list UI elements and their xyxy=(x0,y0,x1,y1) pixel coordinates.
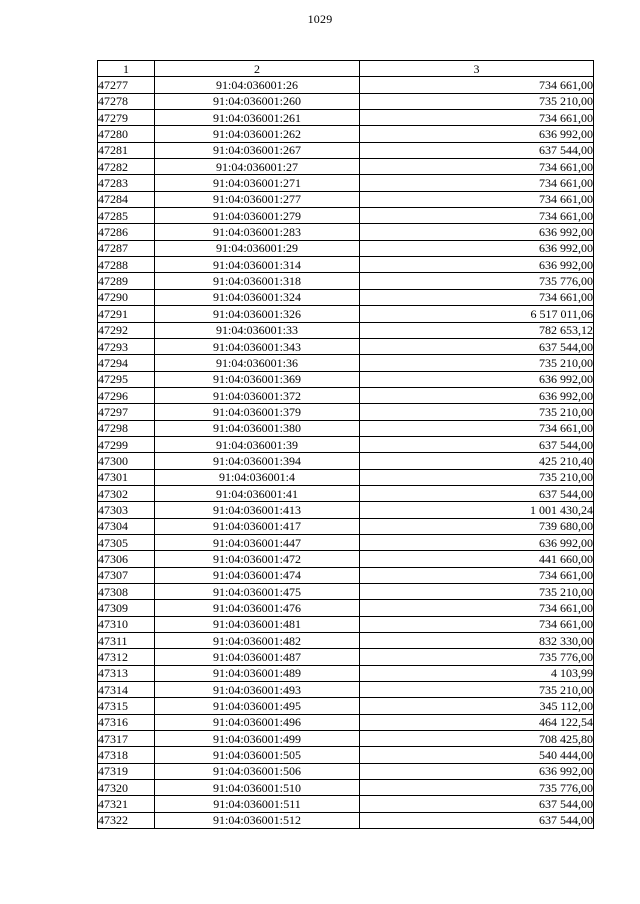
row-number: 47305 xyxy=(98,534,155,550)
row-number: 47300 xyxy=(98,453,155,469)
cadastral-number: 91:04:036001:481 xyxy=(155,616,360,632)
row-number: 47294 xyxy=(98,355,155,371)
cadastral-number: 91:04:036001:505 xyxy=(155,747,360,763)
table-row xyxy=(98,322,594,338)
table-row xyxy=(98,93,594,109)
cadastral-value: 637 544,00 xyxy=(360,812,594,828)
cadastral-number: 91:04:036001:277 xyxy=(155,191,360,207)
cadastral-number: 91:04:036001:447 xyxy=(155,534,360,550)
cadastral-value: 637 544,00 xyxy=(360,485,594,501)
cadastral-number: 91:04:036001:476 xyxy=(155,600,360,616)
cadastral-value: 636 992,00 xyxy=(360,534,594,550)
cadastral-number: 91:04:036001:261 xyxy=(155,110,360,126)
table-row xyxy=(98,240,594,256)
row-number: 47281 xyxy=(98,142,155,158)
table-row xyxy=(98,142,594,158)
table-row xyxy=(98,698,594,714)
cadastral-value: 734 661,00 xyxy=(360,567,594,583)
row-number: 47286 xyxy=(98,224,155,240)
cadastral-value: 734 661,00 xyxy=(360,191,594,207)
cadastral-value: 6 517 011,06 xyxy=(360,306,594,322)
row-number: 47303 xyxy=(98,502,155,518)
row-number: 47295 xyxy=(98,371,155,387)
cadastral-value: 637 544,00 xyxy=(360,338,594,354)
cadastral-value: 636 992,00 xyxy=(360,387,594,403)
row-number: 47282 xyxy=(98,159,155,175)
row-number: 47313 xyxy=(98,665,155,681)
cadastral-number: 91:04:036001:36 xyxy=(155,355,360,371)
cadastral-value: 734 661,00 xyxy=(360,77,594,93)
row-number: 47311 xyxy=(98,633,155,649)
cadastral-number: 91:04:036001:324 xyxy=(155,289,360,305)
cadastral-value: 735 776,00 xyxy=(360,780,594,796)
row-number: 47309 xyxy=(98,600,155,616)
cadastral-number: 91:04:036001:493 xyxy=(155,682,360,698)
cadastral-value: 636 992,00 xyxy=(360,240,594,256)
row-number: 47319 xyxy=(98,763,155,779)
cadastral-number: 91:04:036001:394 xyxy=(155,453,360,469)
cadastral-value: 345 112,00 xyxy=(360,698,594,714)
cadastral-value: 734 661,00 xyxy=(360,175,594,191)
cadastral-number: 91:04:036001:326 xyxy=(155,306,360,322)
cadastral-number: 91:04:036001:27 xyxy=(155,159,360,175)
cadastral-value: 636 992,00 xyxy=(360,371,594,387)
row-number: 47298 xyxy=(98,420,155,436)
row-number: 47284 xyxy=(98,191,155,207)
row-number: 47291 xyxy=(98,306,155,322)
table-row xyxy=(98,485,594,501)
table-row xyxy=(98,110,594,126)
table-row xyxy=(98,469,594,485)
column-header-1: 1 xyxy=(98,61,155,77)
cadastral-number: 91:04:036001:29 xyxy=(155,240,360,256)
cadastral-value-table xyxy=(97,60,594,829)
cadastral-value: 832 330,00 xyxy=(360,633,594,649)
cadastral-value: 708 425,80 xyxy=(360,731,594,747)
table-row xyxy=(98,453,594,469)
row-number: 47289 xyxy=(98,273,155,289)
cadastral-number: 91:04:036001:283 xyxy=(155,224,360,240)
cadastral-number: 91:04:036001:33 xyxy=(155,322,360,338)
cadastral-value: 734 661,00 xyxy=(360,600,594,616)
row-number: 47293 xyxy=(98,338,155,354)
table-body xyxy=(98,77,594,829)
cadastral-number: 91:04:036001:41 xyxy=(155,485,360,501)
table-row xyxy=(98,502,594,518)
cadastral-value: 739 680,00 xyxy=(360,518,594,534)
cadastral-value: 734 661,00 xyxy=(360,289,594,305)
cadastral-value: 464 122,54 xyxy=(360,714,594,730)
cadastral-value: 441 660,00 xyxy=(360,551,594,567)
cadastral-number: 91:04:036001:495 xyxy=(155,698,360,714)
table-row xyxy=(98,77,594,93)
table-row xyxy=(98,616,594,632)
row-number: 47317 xyxy=(98,731,155,747)
cadastral-number: 91:04:036001:496 xyxy=(155,714,360,730)
cadastral-value: 637 544,00 xyxy=(360,796,594,812)
cadastral-number: 91:04:036001:511 xyxy=(155,796,360,812)
table-row xyxy=(98,567,594,583)
cadastral-number: 91:04:036001:474 xyxy=(155,567,360,583)
table-row xyxy=(98,633,594,649)
cadastral-value: 734 661,00 xyxy=(360,420,594,436)
row-number: 47279 xyxy=(98,110,155,126)
table-row xyxy=(98,159,594,175)
cadastral-number: 91:04:036001:489 xyxy=(155,665,360,681)
cadastral-number: 91:04:036001:262 xyxy=(155,126,360,142)
row-number: 47315 xyxy=(98,698,155,714)
cadastral-value: 735 210,00 xyxy=(360,469,594,485)
cadastral-number: 91:04:036001:512 xyxy=(155,812,360,828)
table-row xyxy=(98,518,594,534)
table-row xyxy=(98,273,594,289)
table-row xyxy=(98,812,594,828)
table-row xyxy=(98,534,594,550)
row-number: 47292 xyxy=(98,322,155,338)
cadastral-number: 91:04:036001:4 xyxy=(155,469,360,485)
row-number: 47277 xyxy=(98,77,155,93)
cadastral-number: 91:04:036001:267 xyxy=(155,142,360,158)
row-number: 47288 xyxy=(98,257,155,273)
cadastral-value: 735 210,00 xyxy=(360,584,594,600)
cadastral-number: 91:04:036001:413 xyxy=(155,502,360,518)
cadastral-value: 735 210,00 xyxy=(360,93,594,109)
row-number: 47310 xyxy=(98,616,155,632)
row-number: 47316 xyxy=(98,714,155,730)
cadastral-value: 4 103,99 xyxy=(360,665,594,681)
row-number: 47299 xyxy=(98,436,155,452)
row-number: 47296 xyxy=(98,387,155,403)
table-row xyxy=(98,420,594,436)
cadastral-number: 91:04:036001:318 xyxy=(155,273,360,289)
table-row xyxy=(98,731,594,747)
table-row xyxy=(98,175,594,191)
row-number: 47304 xyxy=(98,518,155,534)
table-row xyxy=(98,191,594,207)
table-row xyxy=(98,551,594,567)
cadastral-number: 91:04:036001:314 xyxy=(155,257,360,273)
row-number: 47314 xyxy=(98,682,155,698)
table-row xyxy=(98,714,594,730)
row-number: 47321 xyxy=(98,796,155,812)
row-number: 47308 xyxy=(98,584,155,600)
cadastral-number: 91:04:036001:26 xyxy=(155,77,360,93)
table-row xyxy=(98,208,594,224)
cadastral-number: 91:04:036001:482 xyxy=(155,633,360,649)
cadastral-value: 735 210,00 xyxy=(360,355,594,371)
cadastral-value: 637 544,00 xyxy=(360,142,594,158)
cadastral-value: 735 210,00 xyxy=(360,682,594,698)
row-number: 47302 xyxy=(98,485,155,501)
cadastral-value: 735 776,00 xyxy=(360,649,594,665)
cadastral-value: 425 210,40 xyxy=(360,453,594,469)
table-row xyxy=(98,780,594,796)
page-number: 1029 xyxy=(307,12,333,26)
cadastral-value: 782 653,12 xyxy=(360,322,594,338)
row-number: 47297 xyxy=(98,404,155,420)
cadastral-value: 636 992,00 xyxy=(360,224,594,240)
table-row xyxy=(98,126,594,142)
row-number: 47318 xyxy=(98,747,155,763)
table-row xyxy=(98,257,594,273)
cadastral-value: 1 001 430,24 xyxy=(360,502,594,518)
table-row xyxy=(98,338,594,354)
row-number: 47278 xyxy=(98,93,155,109)
row-number: 47285 xyxy=(98,208,155,224)
cadastral-number: 91:04:036001:380 xyxy=(155,420,360,436)
cadastral-number: 91:04:036001:499 xyxy=(155,731,360,747)
row-number: 47312 xyxy=(98,649,155,665)
cadastral-number: 91:04:036001:279 xyxy=(155,208,360,224)
table-row xyxy=(98,763,594,779)
cadastral-value: 636 992,00 xyxy=(360,257,594,273)
cadastral-value: 735 776,00 xyxy=(360,273,594,289)
cadastral-value: 734 661,00 xyxy=(360,110,594,126)
cadastral-number: 91:04:036001:472 xyxy=(155,551,360,567)
cadastral-value: 636 992,00 xyxy=(360,763,594,779)
cadastral-number: 91:04:036001:475 xyxy=(155,584,360,600)
cadastral-number: 91:04:036001:487 xyxy=(155,649,360,665)
cadastral-value: 735 210,00 xyxy=(360,404,594,420)
cadastral-number: 91:04:036001:369 xyxy=(155,371,360,387)
cadastral-number: 91:04:036001:39 xyxy=(155,436,360,452)
row-number: 47280 xyxy=(98,126,155,142)
cadastral-value: 734 661,00 xyxy=(360,616,594,632)
table-row xyxy=(98,387,594,403)
table-row xyxy=(98,682,594,698)
cadastral-number: 91:04:036001:271 xyxy=(155,175,360,191)
table-row xyxy=(98,289,594,305)
column-header-2: 2 xyxy=(155,61,360,77)
table-row xyxy=(98,665,594,681)
table-row xyxy=(98,436,594,452)
table-row xyxy=(98,306,594,322)
table-row xyxy=(98,796,594,812)
table-row xyxy=(98,649,594,665)
cadastral-value: 637 544,00 xyxy=(360,436,594,452)
cadastral-value: 734 661,00 xyxy=(360,159,594,175)
table-row xyxy=(98,747,594,763)
cadastral-number: 91:04:036001:417 xyxy=(155,518,360,534)
row-number: 47287 xyxy=(98,240,155,256)
cadastral-value: 540 444,00 xyxy=(360,747,594,763)
row-number: 47307 xyxy=(98,567,155,583)
row-number: 47322 xyxy=(98,812,155,828)
cadastral-number: 91:04:036001:506 xyxy=(155,763,360,779)
table-row xyxy=(98,224,594,240)
table-row xyxy=(98,355,594,371)
cadastral-number: 91:04:036001:379 xyxy=(155,404,360,420)
row-number: 47290 xyxy=(98,289,155,305)
cadastral-number: 91:04:036001:343 xyxy=(155,338,360,354)
row-number: 47283 xyxy=(98,175,155,191)
row-number: 47306 xyxy=(98,551,155,567)
cadastral-number: 91:04:036001:260 xyxy=(155,93,360,109)
header-row xyxy=(98,61,594,77)
table-row xyxy=(98,584,594,600)
row-number: 47301 xyxy=(98,469,155,485)
table-row xyxy=(98,600,594,616)
column-header-3: 3 xyxy=(360,61,594,77)
table-row xyxy=(98,371,594,387)
row-number: 47320 xyxy=(98,780,155,796)
cadastral-number: 91:04:036001:372 xyxy=(155,387,360,403)
cadastral-value: 636 992,00 xyxy=(360,126,594,142)
table-row xyxy=(98,404,594,420)
cadastral-number: 91:04:036001:510 xyxy=(155,780,360,796)
cadastral-value: 734 661,00 xyxy=(360,208,594,224)
